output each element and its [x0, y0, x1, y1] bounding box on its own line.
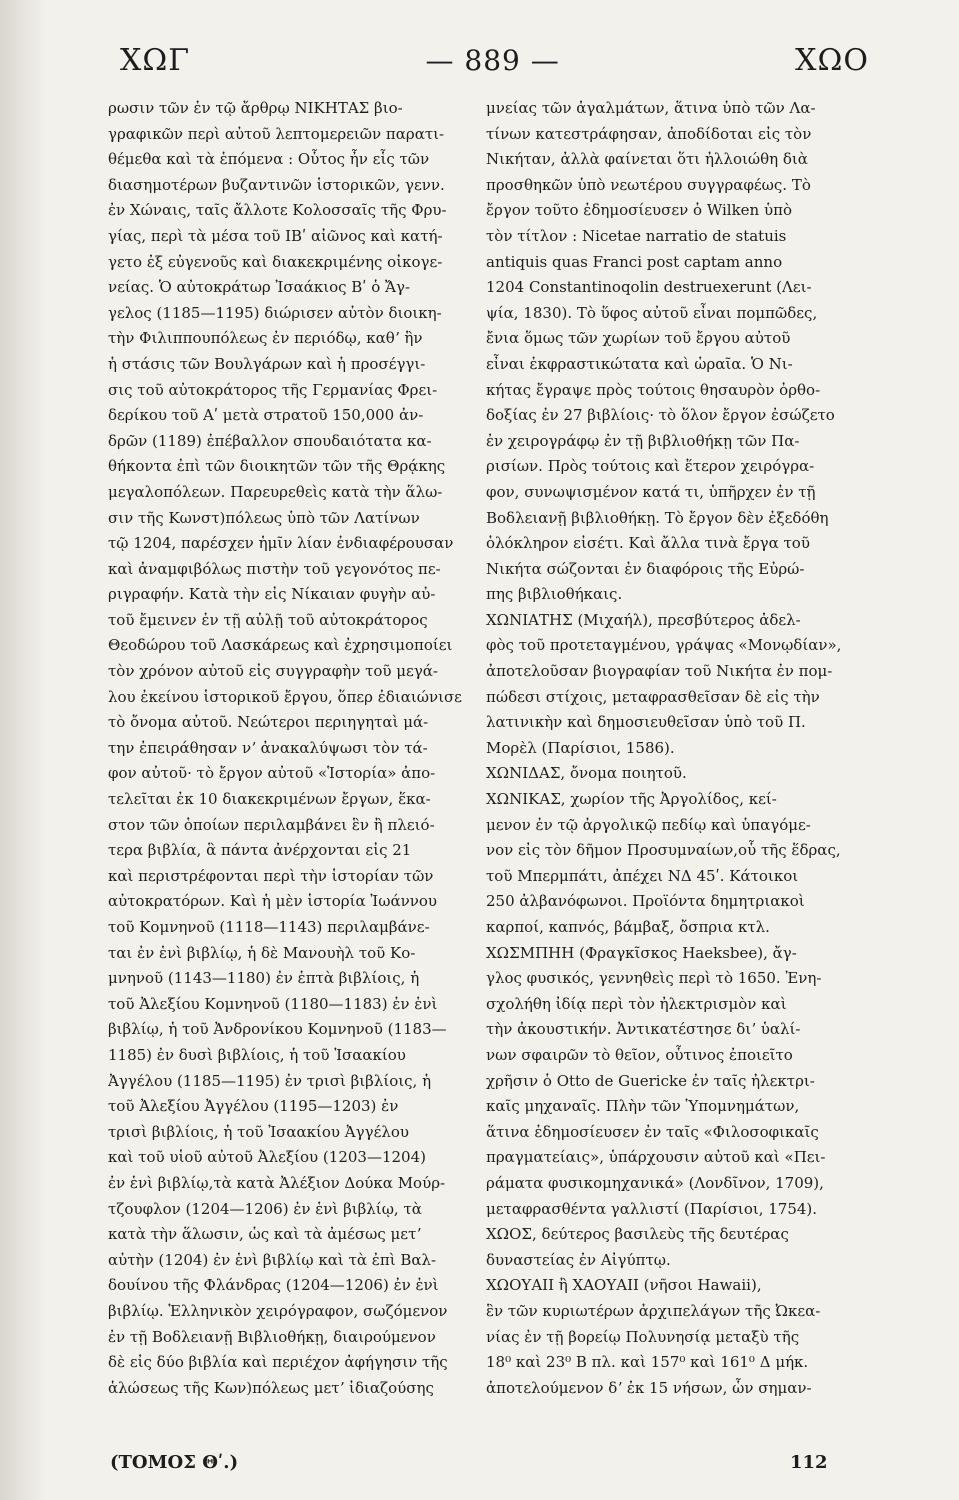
text-line: ἐν χειρογράφῳ ἐν τῇ βιβλιοθήκῃ τῶν Πα- [486, 431, 800, 450]
text-line: τῷ 1204, παρέσχεν ἡμῖν λίαν ἐνδιαφέρουσαν [108, 534, 454, 553]
text-line: νίας ἐν τῇ βορείῳ Πολυνησίᾳ μεταξὺ τῆς [486, 1327, 800, 1346]
text-line: κήτας ἔγραψε πρὸς τούτοις θησαυρὸν ὀρθο- [486, 380, 821, 399]
text-line: 18⁰ καὶ 23⁰ Β πλ. καὶ 157⁰ καὶ 161⁰ Δ μήκ. [486, 1353, 809, 1372]
text-line: μνηνοῦ (1143—1180) ἐν ἑπτὰ βιβλίοις, ἡ [108, 969, 420, 988]
text-line: νων σφαιρῶν τὸ θεῖον, οὗτινος ἐποιεῖτο [486, 1045, 793, 1064]
text-line: δουίνου τῆς Φλάνδρας (1204—1206) ἐν ἑνὶ [108, 1276, 439, 1295]
text-line: γραφικῶν περὶ αὐτοῦ λεπτομερειῶν παρατι- [108, 124, 445, 143]
text-line: νείας. Ὁ αὐτοκράτωρ Ἰσαάκιος Βʹ ὁ Ἄγ- [108, 278, 411, 297]
right-column [486, 96, 874, 1401]
text-line: εἶναι ἐκφραστικώτατα καὶ ὡραῖα. Ὁ Νι- [486, 354, 793, 373]
text-line: ἀποτελούμενον δʼ ἐκ 15 νήσων, ὧν σημαν- [486, 1378, 812, 1397]
text-line: ΧΩΝΙΚΑΣ, χωρίον τῆς Ἀργολίδος, κεί- [486, 790, 777, 809]
text-line: πραγματείαις», ὑπάρχουσιν αὐτοῦ καὶ «Πει- [486, 1148, 826, 1167]
text-line: ριγραφήν. Κατὰ τὴν εἰς Νίκαιαν φυγὴν αὐ- [108, 585, 436, 604]
text-line: Θεοδώρου τοῦ Λασκάρεως καὶ ἐχρησιμοποίει [108, 636, 453, 655]
text-line: θέμεθα καὶ τὰ ἑπόμενα : Οὗτος ἦν εἷς τῶν [108, 150, 430, 169]
text-line: Νικήταν, ἀλλὰ φαίνεται ὅτι ἠλλοιώθη διὰ [486, 150, 808, 169]
text-line: καῖς μηχαναῖς. Πλὴν τῶν Ὑπομνημάτων, [486, 1097, 800, 1116]
text-line: λου ἐκείνου ἱστορικοῦ ἔργου, ὅπερ ἐδιαιώνισε [108, 687, 462, 706]
text-line: φὸς τοῦ προτεταγμένου, γράψας «Μονῳδίαν», [486, 636, 842, 655]
text-line: μνείας τῶν ἀγαλμάτων, ἅτινα ὑπὸ τῶν Λα- [486, 99, 816, 117]
text-line: δοξίας ἐν 27 βιβλίοις· τὸ ὅλον ἔργον ἐσώζετο [486, 406, 835, 425]
text-line: τοῦ Μπερμπάτι, ἀπέχει ΝΔ 45ʹ. Κάτοικοι [486, 866, 799, 885]
signature-number: 112 [790, 1452, 828, 1473]
text-line: τοῦ Ἀλεξίου Ἀγγέλου (1195—1203) ἐν [108, 1097, 399, 1116]
text-line: 250 ἀλβανόφωνοι. Προϊόντα δημητριακοὶ [486, 892, 805, 911]
text-line: τίνων κατεστράφησαν, ἀποδίδοται εἰς τὸν [486, 124, 812, 143]
text-line: γετο ἐξ εὐγενοῦς καὶ διακεκριμένης οἰκογε- [108, 252, 443, 271]
text-line: ἐν τῇ Βοδλειανῇ Βιβλιοθήκῃ, διαιρούμενον [108, 1327, 436, 1346]
text-line: τὸν τίτλον : Nicetae narratio de statuis [486, 226, 787, 245]
text-line: τζουφλον (1204—1206) ἐν ἑνὶ βιβλίῳ, τὰ [108, 1199, 422, 1218]
text-line: μεταφρασθέντα γαλλιστί (Παρίσιοι, 1754). [486, 1199, 818, 1218]
text-line: πώδεσι στίχοις, μεταφρασθεῖσαν δὲ εἰς τὴν [486, 687, 820, 706]
text-line: χρῆσιν ὁ Otto de Guericke ἐν ταῖς ἠλεκτρι- [486, 1071, 815, 1090]
text-line: ται ἐν ἑνὶ βιβλίῳ, ἡ δὲ Μανουὴλ τοῦ Κο- [108, 943, 416, 962]
text-line: δρῶν (1189) ἐπέβαλλον σπουδαιότατα κα- [108, 431, 432, 450]
left-column [108, 96, 488, 1401]
text-line: πης βιβλιοθήκαις. [486, 585, 623, 604]
text-line: ΧΩΟΥΑΙΙ ἢ ΧΑΟΥΑΙΙ (νῆσοι Hawaii), [486, 1276, 762, 1295]
text-line: τερα βιβλία, ἃ πάντα ἀνέρχονται εἰς 21 [108, 841, 412, 860]
text-line: καὶ τοῦ υἱοῦ αὐτοῦ Ἀλεξίου (1203—1204) [108, 1148, 426, 1167]
text-line: κατὰ τὴν ἅλωσιν, ὡς καὶ τὰ ἀμέσως μετʼ [108, 1225, 422, 1244]
text-line: Βοδλειανῇ βιβλιοθήκῃ. Τὸ ἔργον δὲν ἐξεδόθη [486, 508, 829, 527]
text-line: ΧΩΣΜΠΗΗ (Φραγκῖσκος Haeksbee), ἄγ- [486, 943, 797, 962]
text-line: ΧΩΝΙΑΤΗΣ (Μιχαήλ), πρεσβύτερος ἀδελ- [486, 610, 801, 629]
text-line: μενον ἐν τῷ ἀργολικῷ πεδίῳ καὶ ὑπαγόμε- [486, 815, 811, 834]
text-line: antiquis quas Franci post captam anno [486, 252, 783, 271]
text-line: ἔνια ὅμως τῶν χωρίων τοῦ ἔργου αὐτοῦ [486, 329, 791, 348]
text-line: λατινικὴν καὶ δημοσιευθεῖσαν ὑπὸ τοῦ Π. [486, 713, 806, 732]
text-line: θήκοντα ἐπὶ τῶν διοικητῶν τῶν τῆς Θρᾴκης [108, 457, 446, 476]
text-line: δὲ εἰς δύο βιβλία καὶ περιέχον ἀφήγησιν τῆς [108, 1353, 448, 1372]
running-header [120, 40, 869, 80]
header-left-guideword: ΧΩΓ [120, 42, 191, 78]
text-line: τρισὶ βιβλίοις, ἡ τοῦ Ἰσαακίου Ἀγγέλου [108, 1122, 409, 1141]
text-line: καὶ ἀναμφιβόλως πιστὴν τοῦ γεγονότος πε- [108, 559, 441, 578]
text-line: ὁλόκληρον εἰσέτι. Καὶ ἄλλα τινὰ ἔργα τοῦ [486, 534, 810, 553]
text-line: τοῦ ἔμεινεν ἐν τῇ αὐλῇ τοῦ αὐτοκράτορος [108, 610, 428, 629]
text-line: τὴν ἀκουστικήν. Ἀντικατέστησε διʼ ὑαλί- [486, 1020, 801, 1039]
text-line: δερίκου τοῦ Αʹ μετὰ στρατοῦ 150,000 ἀν- [108, 406, 424, 425]
text-line: νον εἰς τὸν δῆμον Προσυμναίων,οὗ τῆς ἕδρας, [486, 841, 841, 860]
text-line: καὶ περιστρέφονται περὶ τὴν ἱστορίαν τῶν [108, 866, 434, 885]
text-line: μεγαλοπόλεων. Παρευρεθεὶς κατὰ τὴν ἅλω- [108, 482, 443, 501]
text-line: αὐτοκρατόρων. Καὶ ἡ μὲν ἱστορία Ἰωάννου [108, 892, 437, 911]
text-line: σχολήθη ἰδίᾳ περὶ τὸν ἠλεκτρισμὸν καὶ [486, 994, 787, 1013]
text-line: τελεῖται ἐκ 10 διακεκριμένων ἔργων, ἕκα- [108, 790, 431, 809]
text-line: βιβλίῳ. Ἑλληνικὸν χειρόγραφον, σωζόμενον [108, 1301, 448, 1320]
text-line: ρισίων. Πρὸς τούτοις καὶ ἕτερον χειρόγρα- [486, 457, 815, 476]
text-line: βιβλίῳ, ἡ τοῦ Ἀνδρονίκου Κομνηνοῦ (1183— [108, 1020, 447, 1039]
text-line: γλος φυσικός, γεννηθεὶς περὶ τὸ 1650. Ἐνη- [486, 969, 822, 988]
text-line: φον, συνωψισμένον κατά τι, ὑπῆρχεν ἐν τῇ [486, 482, 816, 501]
text-line: Νικήτα σώζονται ἐν διαφόροις τῆς Εὐρώ- [486, 559, 805, 578]
header-right-guideword: ΧΩΟ [795, 42, 869, 78]
text-line: διασημοτέρων βυζαντινῶν ἱστορικῶν, γενν. [108, 175, 445, 194]
volume-label: (ΤΟΜΟΣ Θʹ.) [110, 1452, 239, 1473]
text-line: καρποί, καπνός, βάμβαξ, ὄσπρια κτλ. [486, 918, 770, 936]
text-line: ἡ στάσις τῶν Βουλγάρων καὶ ἡ προσέγγι- [108, 354, 426, 373]
text-line: 1204 Constantinoqolin destruexerunt (Λει- [486, 278, 812, 297]
text-line: σις τοῦ αὐτοκράτορος τῆς Γερμανίας Φρει- [108, 380, 438, 399]
text-line: ράματα φυσικομηχανικά» (Λονδῖνον, 1709), [486, 1173, 824, 1192]
text-line: δυναστείας ἐν Αἰγύπτῳ. [486, 1250, 671, 1269]
text-line: γελος (1185—1195) διώρισεν αὐτὸν διοικη- [108, 303, 442, 322]
text-line: ἁλώσεως τῆς Κων)πόλεως μετʼ ἰδιαζούσης [108, 1378, 434, 1397]
page-number: — 889 — [425, 43, 560, 77]
text-line: τοῦ Ἀλεξίου Κομνηνοῦ (1180—1183) ἐν ἑνὶ [108, 994, 438, 1013]
text-line: ἔργον τοῦτο ἐδημοσίευσεν ὁ Wilken ὑπὸ [486, 201, 792, 220]
text-line: ΧΩΝΙΔΑΣ, ὄνομα ποιητοῦ. [486, 764, 687, 783]
text-line: ἀποτελοῦσαν βιογραφίαν τοῦ Νικήτα ἐν πομ- [486, 662, 833, 681]
text-line: σιν τῆς Κωνστ)πόλεως ὑπὸ τῶν Λατίνων [108, 508, 420, 527]
text-line: την ἐπειράθησαν νʼ ἀνακαλύψωσι τὸν τά- [108, 738, 428, 757]
page-spine-shadow [0, 0, 46, 1500]
text-line: γίας, περὶ τὰ μέσα τοῦ ΙΒʹ αἰῶνος καὶ κατή- [108, 226, 443, 245]
text-line: τὴν Φιλιππουπόλεως ἐν περιόδῳ, καθʼ ἣν [108, 329, 423, 348]
text-line: τὸ ὄνομα αὐτοῦ. Νεώτεροι περιηγηταὶ μά- [108, 713, 429, 732]
text-line: ἐν Χώναις, ταῖς ἄλλοτε Κολοσσαῖς τῆς Φρυ- [108, 201, 447, 220]
text-line: στον τῶν ὁποίων περιλαμβάνει ἓν ἢ πλειό- [108, 815, 435, 834]
text-line: ἓν τῶν κυριωτέρων ἀρχιπελάγων τῆς Ὠκεα- [486, 1301, 821, 1320]
text-line: ΧΩΟΣ, δεύτερος βασιλεὺς τῆς δευτέρας [486, 1225, 789, 1244]
text-line: 1185) ἐν δυσὶ βιβλίοις, ἡ τοῦ Ἰσαακίου [108, 1045, 406, 1064]
text-line: φον αὐτοῦ· τὸ ἔργον αὐτοῦ «Ἱστορία» ἀπο- [108, 764, 436, 783]
text-line: τοῦ Κομνηνοῦ (1118—1143) περιλαμβάνε- [108, 918, 430, 936]
text-line: Ἀγγέλου (1185—1195) ἐν τρισὶ βιβλίοις, ἡ [108, 1071, 432, 1090]
text-line: ἅτινα ἐδημοσίευσεν ἐν ταῖς «Φιλοσοφικαῖς [486, 1122, 819, 1141]
text-line: ἐν ἑνὶ βιβλίῳ,τὰ κατὰ Ἀλέξιον Δούκα Μούρ- [108, 1173, 446, 1192]
text-line: ψία, 1830). Τὸ ὕφος αὐτοῦ εἶναι πομπῶδες, [486, 303, 818, 322]
text-line: Μορὲλ (Παρίσιοι, 1586). [486, 738, 675, 757]
text-line: τὸν χρόνον αὐτοῦ εἰς συγγραφὴν τοῦ μεγά- [108, 662, 438, 681]
text-line: προσθηκῶν ὑπὸ νεωτέρου συγγραφέως. Τὸ [486, 175, 811, 194]
text-line: ρωσιν τῶν ἐν τῷ ἄρθρῳ ΝΙΚΗΤΑΣ βιο- [108, 99, 403, 117]
text-line: αὐτὴν (1204) ἐν ἑνὶ βιβλίῳ καὶ τὰ ἐπὶ Βαλ- [108, 1250, 437, 1269]
